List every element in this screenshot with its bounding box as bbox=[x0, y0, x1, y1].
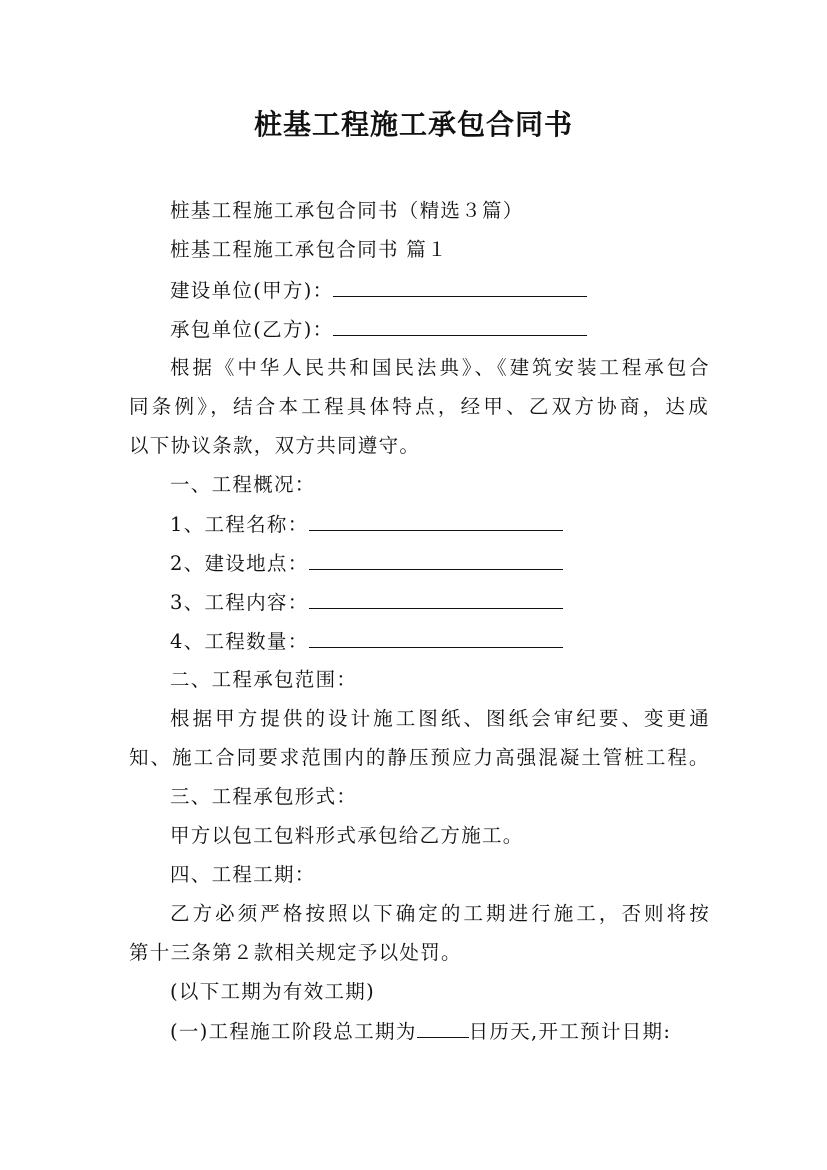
subtitle-line: 桩基工程施工承包合同书（精选３篇） bbox=[170, 199, 524, 222]
duration-prefix: (一)工程施工阶段总工期为 bbox=[170, 1020, 417, 1043]
section-heading: 三、工程承包形式： bbox=[170, 785, 358, 808]
paragraph-line: 根据甲方提供的设计施工图纸、图纸会审纪要、变更通 bbox=[170, 707, 710, 730]
paragraph-line: 以下协议条款，双方共同遵守。 bbox=[129, 434, 421, 457]
quantity-label: 4、工程数量： bbox=[170, 630, 309, 653]
quantity-blank bbox=[309, 629, 563, 648]
section-heading: 四、工程工期： bbox=[170, 863, 316, 886]
party-a-line bbox=[170, 278, 710, 303]
article-heading: 桩基工程施工承包合同书 篇１ bbox=[170, 238, 448, 261]
project-name-label: 1、工程名称： bbox=[170, 513, 309, 536]
paragraph-line: 知、施工合同要求范围内的静压预应力高强混凝土管桩工程。 bbox=[129, 746, 709, 769]
paragraph-line: 甲方以包工包料形式承包给乙方施工。 bbox=[170, 824, 524, 847]
project-name-blank bbox=[309, 512, 563, 531]
document-title: 桩基工程施工承包合同书 bbox=[253, 108, 573, 141]
party-b-line bbox=[170, 317, 710, 342]
location-blank bbox=[309, 551, 563, 570]
quantity-line bbox=[170, 629, 710, 654]
location-line bbox=[170, 551, 710, 576]
paragraph-line: (以下工期为有效工期) bbox=[170, 980, 376, 1003]
party-b-blank bbox=[333, 317, 587, 336]
duration-blank bbox=[417, 1019, 469, 1038]
duration-suffix: 日历天,开工预计日期: bbox=[468, 1020, 672, 1043]
paragraph-line: 同条例》，结合本工程具体特点，经甲、乙双方协商，达成 bbox=[129, 395, 709, 418]
party-a-label: 建设单位(甲方)： bbox=[170, 279, 334, 302]
section-heading: 二、工程承包范围： bbox=[170, 668, 358, 691]
party-a-blank bbox=[333, 278, 587, 297]
party-b-label: 承包单位(乙方)： bbox=[170, 318, 334, 341]
section-heading: 一、工程概况： bbox=[170, 473, 316, 496]
paragraph-line: 乙方必须严格按照以下确定的工期进行施工，否则将按 bbox=[170, 902, 710, 925]
content-line bbox=[170, 590, 710, 615]
paragraph-line: 第十三条第２款相关规定予以处罚。 bbox=[129, 941, 462, 964]
project-name-line bbox=[170, 512, 710, 537]
content-label: 3、工程内容： bbox=[170, 591, 309, 614]
paragraph-line: 根据《中华人民共和国民法典》、《建筑安装工程承包合 bbox=[170, 356, 710, 379]
duration-line bbox=[170, 1019, 710, 1044]
content-blank bbox=[309, 590, 563, 609]
location-label: 2、建设地点： bbox=[170, 552, 309, 575]
